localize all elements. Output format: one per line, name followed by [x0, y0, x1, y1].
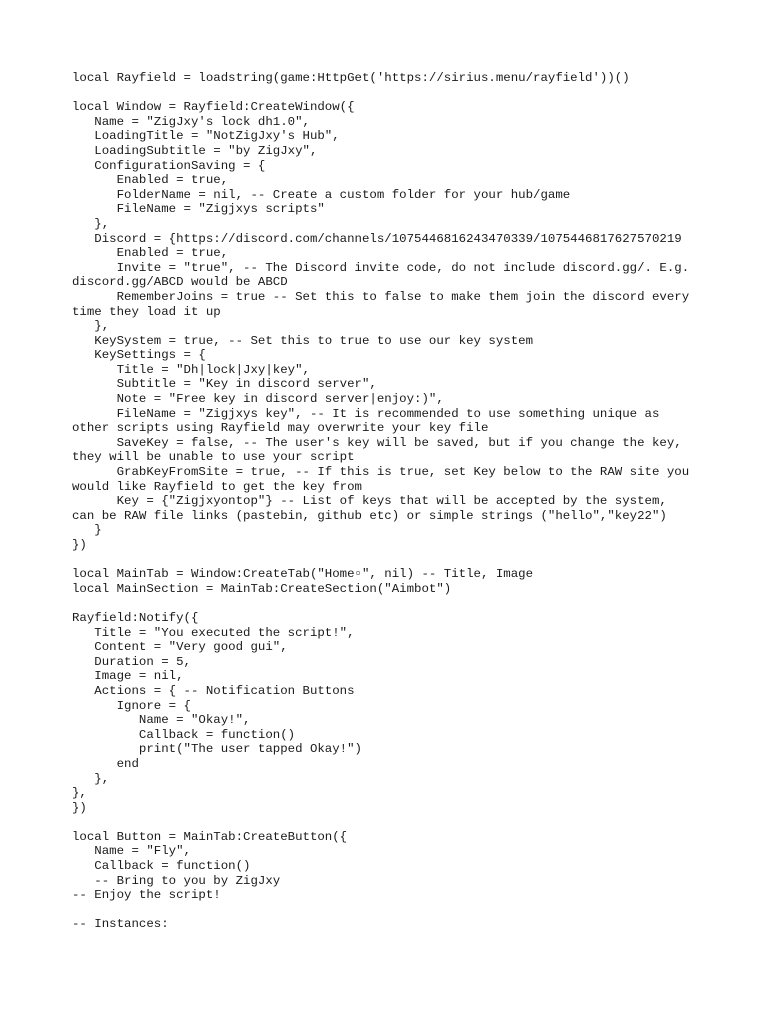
blank-line — [72, 596, 712, 611]
code-line: ConfigurationSaving = { — [72, 158, 266, 173]
code-line: SaveKey = false, -- The user's key will be saved, but if you change the key, — [72, 435, 682, 450]
code-line: Subtitle = "Key in discord server", — [72, 377, 377, 392]
blank-line — [72, 815, 712, 830]
code-line: } — [72, 523, 102, 538]
code-line: Callback = function() — [72, 727, 296, 742]
code-line: print("The user tapped Okay!") — [72, 742, 362, 757]
code-line: }) — [72, 538, 87, 552]
code-line: Title = "You executed the script!", — [72, 625, 355, 640]
blank-line — [72, 903, 712, 918]
code-line: local MainTab = Window:CreateTab("Home▫", nil) -- Title, Image — [72, 567, 534, 582]
code-line: KeySystem = true, -- Set this to true to use our key system — [72, 333, 534, 348]
code-line: Key = {"Zigjxyontop"} -- List of keys that will be accepted by the system, — [72, 494, 667, 509]
code-line: Rayfield:Notify({ — [72, 610, 199, 625]
code-line: they will be unable to use your script — [72, 450, 355, 465]
code-line: }, — [72, 771, 110, 786]
code-line: FileName = "Zigjxys scripts" — [72, 202, 325, 217]
code-line: }, — [72, 216, 110, 231]
code-line: FolderName = nil, -- Create a custom folder for your hub/game — [72, 187, 571, 202]
code-line: Ignore = { — [72, 698, 191, 713]
code-line: time they load it up — [72, 304, 221, 319]
code-line: local Rayfield = loadstring(game:HttpGet('https://sirius.menu/rayfield'))() — [72, 71, 630, 85]
code-line: Duration = 5, — [72, 654, 191, 669]
code-line: discord.gg/ABCD would be ABCD — [72, 275, 288, 290]
code-line: Image = nil, — [72, 669, 184, 684]
code-line: Actions = { -- Notification Buttons — [72, 683, 355, 698]
code-line: Enabled = true, — [72, 173, 229, 188]
code-line: Name = "Fly", — [72, 844, 191, 859]
code-line: Note = "Free key in discord server|enjoy:)", — [72, 392, 444, 407]
code-line: LoadingSubtitle = "by ZigJxy", — [72, 143, 318, 158]
code-line: -- Bring to you by ZigJxy — [72, 873, 281, 888]
code-line: GrabKeyFromSite = true, -- If this is true, set Key below to the RAW site you — [72, 465, 690, 480]
code-line: FileName = "Zigjxys key", -- It is recommended to use something unique as — [72, 406, 660, 421]
code-line: Content = "Very good gui", — [72, 640, 288, 655]
code-line: would like Rayfield to get the key from — [72, 479, 362, 494]
code-line: LoadingTitle = "NotZigJxy's Hub", — [72, 129, 340, 144]
code-line: Enabled = true, — [72, 246, 229, 261]
code-line: can be RAW file links (pastebin, github etc) or simple strings ("hello","key22") — [72, 508, 667, 523]
code-line: RememberJoins = true -- Set this to false to make them join the discord every — [72, 289, 690, 304]
code-line: other scripts using Rayfield may overwrite your key file — [72, 421, 489, 436]
code-line: local MainSection = MainTab:CreateSection("Aimbot") — [72, 581, 452, 596]
code-line: -- Enjoy the script! — [72, 888, 221, 903]
code-line: KeySettings = { — [72, 348, 206, 363]
code-line: }) — [72, 800, 87, 815]
code-line: local Window = Rayfield:CreateWindow({ — [72, 100, 355, 115]
code-line: Invite = "true", -- The Discord invite code, do not include discord.gg/. E.g. — [72, 260, 690, 275]
code-line: Title = "Dh|lock|Jxy|key", — [72, 362, 310, 377]
code-line: Name = "ZigJxy's lock dh1.0", — [72, 114, 310, 129]
blank-line — [72, 86, 712, 101]
code-line: end — [72, 756, 139, 771]
code-line: -- Instances: — [72, 917, 169, 932]
blank-line — [72, 553, 712, 568]
code-block — [72, 71, 712, 932]
code-line: Discord = {https://discord.com/channels/1075446816243470339/1075446817627570219 — [72, 231, 682, 246]
code-line: Name = "Okay!", — [72, 713, 251, 728]
code-line: local Button = MainTab:CreateButton({ — [72, 829, 348, 844]
code-line: Callback = function() — [72, 859, 251, 874]
code-line: }, — [72, 786, 87, 801]
code-line: }, — [72, 319, 110, 334]
